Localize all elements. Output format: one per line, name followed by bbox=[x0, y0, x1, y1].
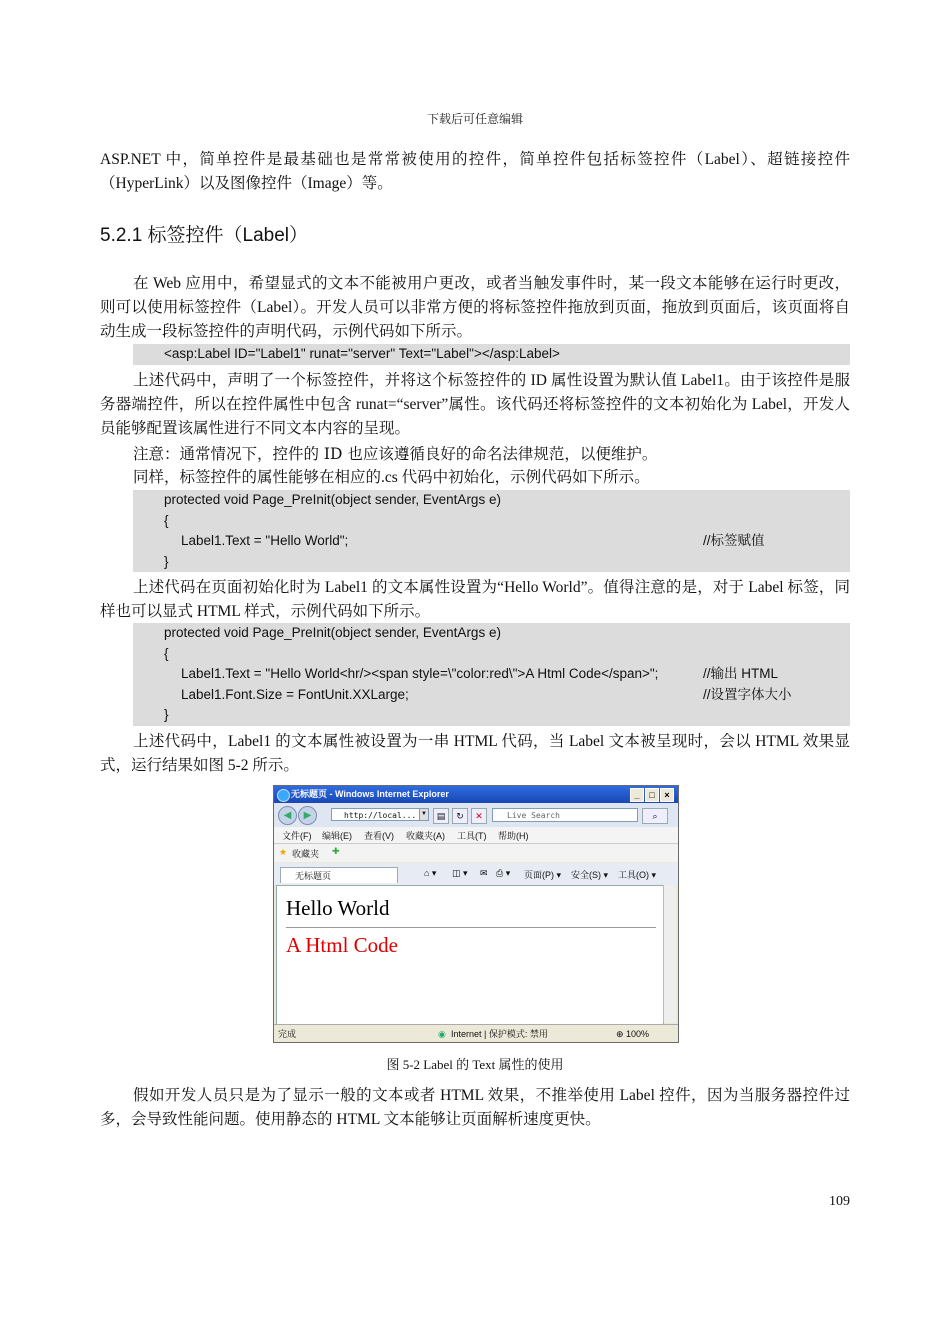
print-icon[interactable]: ⎙ ▾ bbox=[496, 868, 511, 878]
code-comment: //输出 HTML bbox=[703, 666, 779, 681]
ie-window-title: 无标题页 - Windows Internet Explorer bbox=[291, 789, 449, 799]
address-input[interactable]: http://local... bbox=[331, 808, 429, 821]
mail-icon[interactable]: ✉ bbox=[480, 868, 488, 878]
feeds-icon[interactable]: ◫ ▾ bbox=[452, 868, 468, 878]
paragraph-3: 同样，标签控件的属性能够在相应的.cs 代码中初始化，示例代码如下所示。 bbox=[133, 469, 650, 486]
code-line: { bbox=[164, 645, 169, 661]
status-bar bbox=[274, 1024, 678, 1043]
menu-tools[interactable]: 工具(T) bbox=[457, 831, 487, 841]
search-input[interactable]: Live Search bbox=[492, 808, 638, 822]
favorites-bar bbox=[274, 844, 678, 862]
menu-view[interactable]: 查看(V) bbox=[364, 831, 394, 841]
figure-caption: 图 5-2 Label 的 Text 属性的使用 bbox=[386, 1057, 564, 1072]
code-line: } bbox=[164, 553, 169, 569]
status-done: 完成 bbox=[278, 1029, 297, 1039]
paragraph-2: 上述代码中，声明了一个标签控件，并将这个标签控件的 ID 属性设置为默认值 Label1。由于该控件是服务器端控件，所以在控件属性中包含 runat=“server”属性。该代码还将标签控件的文本初始化为 Label，开发人员能够配置该属性进行不同文本内容的呈现。 bbox=[100, 372, 850, 437]
page-number: 109 bbox=[829, 1194, 850, 1209]
home-icon[interactable]: ⌂ ▾ bbox=[424, 868, 437, 878]
tools-menu[interactable]: 工具(O) ▾ bbox=[618, 870, 657, 880]
code-line: protected void Page_PreInit(object sender, EventArgs e) bbox=[164, 492, 501, 507]
tab-row bbox=[274, 863, 678, 885]
menu-favorites[interactable]: 收藏夹(A) bbox=[406, 831, 445, 841]
intro-paragraph: ASP.NET 中，简单控件是最基础也是常常被使用的控件，简单控件包括标签控件（Label）、超链接控件（HyperLink）以及图像控件（Image）等。 bbox=[100, 151, 850, 192]
menu-edit[interactable]: 编辑(E) bbox=[322, 831, 352, 841]
refresh-icon[interactable]: ↻ bbox=[452, 808, 468, 824]
vertical-scrollbar[interactable] bbox=[663, 885, 676, 1023]
paragraph-5: 上述代码中，Label1 的文本属性被设置为一串 HTML 代码，当 Label 文本被呈现时，会以 HTML 效果显式，运行结果如图 5-2 所示。 bbox=[100, 733, 850, 774]
stop-icon[interactable]: ✕ bbox=[471, 808, 487, 824]
menu-bar bbox=[274, 827, 678, 844]
hello-world-text: Hello World bbox=[286, 896, 390, 920]
page-menu[interactable]: 页面(P) ▾ bbox=[524, 870, 562, 880]
forward-icon[interactable]: ▶ bbox=[298, 806, 317, 825]
code-line: { bbox=[164, 512, 169, 528]
status-zone: Internet | 保护模式: 禁用 bbox=[451, 1029, 548, 1039]
ie-window-figure bbox=[273, 785, 679, 1043]
note-paragraph: 注意：通常情况下，控件的 ID 也应该遵循良好的命名法律规范，以便维护。 bbox=[133, 445, 658, 463]
close-icon[interactable]: × bbox=[660, 788, 674, 802]
code-line: <asp:Label ID="Label1" runat="server" Text="Label"></asp:Label> bbox=[164, 346, 560, 361]
paragraph-1: 在 Web 应用中，希望显式的文本不能被用户更改，或者当触发事件时，某一段文本能够在运行时更改，则可以使用标签控件（Label）。开发人员可以非常方便的将标签控件拖放到页面，拖放到页面后，该页面将自动生成一段标签控件的声明代码，示例代码如下所示。 bbox=[100, 275, 850, 340]
paragraph-6: 假如开发人员只是为了显示一般的文本或者 HTML 效果，不推举使用 Label 控件，因为当服务器控件过多，会导致性能问题。使用静态的 HTML 文本能够让页面解析速度更快。 bbox=[100, 1087, 850, 1128]
globe-icon: ◉ bbox=[438, 1029, 446, 1039]
window-controls bbox=[630, 788, 674, 802]
menu-file[interactable]: 文件(F) bbox=[282, 831, 312, 841]
zoom-icon: ⊕ bbox=[616, 1029, 624, 1039]
code-block-2 bbox=[133, 490, 850, 572]
code-line: Label1.Text = "Hello World"; bbox=[181, 533, 349, 548]
tab-label: 无标题页 bbox=[295, 871, 332, 881]
minimize-icon[interactable]: _ bbox=[630, 788, 644, 802]
compat-icon[interactable]: ▤ bbox=[433, 808, 449, 824]
search-icon[interactable]: ⌕ bbox=[642, 808, 668, 824]
address-dropdown-icon[interactable]: ▼ bbox=[419, 808, 429, 821]
page-header: 下载后可任意编辑 bbox=[426, 112, 523, 126]
section-heading: 5.2.1 标签控件（Label） bbox=[100, 225, 309, 246]
star-icon: ★ bbox=[279, 847, 288, 857]
add-favorite-icon[interactable]: ✚ bbox=[332, 846, 340, 856]
ie-logo-icon bbox=[277, 789, 290, 802]
back-icon[interactable]: ◀ bbox=[278, 806, 297, 825]
maximize-icon[interactable]: □ bbox=[645, 788, 659, 802]
paragraph-4: 上述代码在页面初始化时为 Label1 的文本属性设置为“Hello World”。值得注意的是，对于 Label 标签，同样也可以显式 HTML 样式，示例代码如下所示。 bbox=[100, 579, 850, 620]
code-line: } bbox=[164, 707, 169, 722]
tab-untitled[interactable] bbox=[280, 867, 398, 883]
code-line: Label1.Text = "Hello World<hr/><span style=\"color:red\">A Html Code</span>"; bbox=[181, 666, 659, 681]
red-html-text: A Html Code bbox=[286, 933, 399, 957]
code-comment: //标签赋值 bbox=[703, 533, 765, 548]
status-zoom[interactable]: 100% bbox=[626, 1029, 650, 1039]
safety-menu[interactable]: 安全(S) ▾ bbox=[571, 870, 609, 880]
code-line: protected void Page_PreInit(object sender, EventArgs e) bbox=[164, 625, 501, 640]
menu-help[interactable]: 帮助(H) bbox=[498, 831, 529, 841]
browser-content bbox=[276, 885, 664, 1025]
code-line: Label1.Font.Size = FontUnit.XXLarge; bbox=[181, 686, 409, 702]
ie-title-bar bbox=[274, 786, 678, 803]
horizontal-rule bbox=[286, 927, 656, 928]
code-block-1 bbox=[133, 344, 850, 365]
address-bar-row bbox=[274, 803, 678, 827]
favorites-label[interactable]: 收藏夹 bbox=[292, 849, 320, 859]
code-block-3 bbox=[133, 623, 850, 726]
code-comment: //设置字体大小 bbox=[703, 686, 792, 702]
